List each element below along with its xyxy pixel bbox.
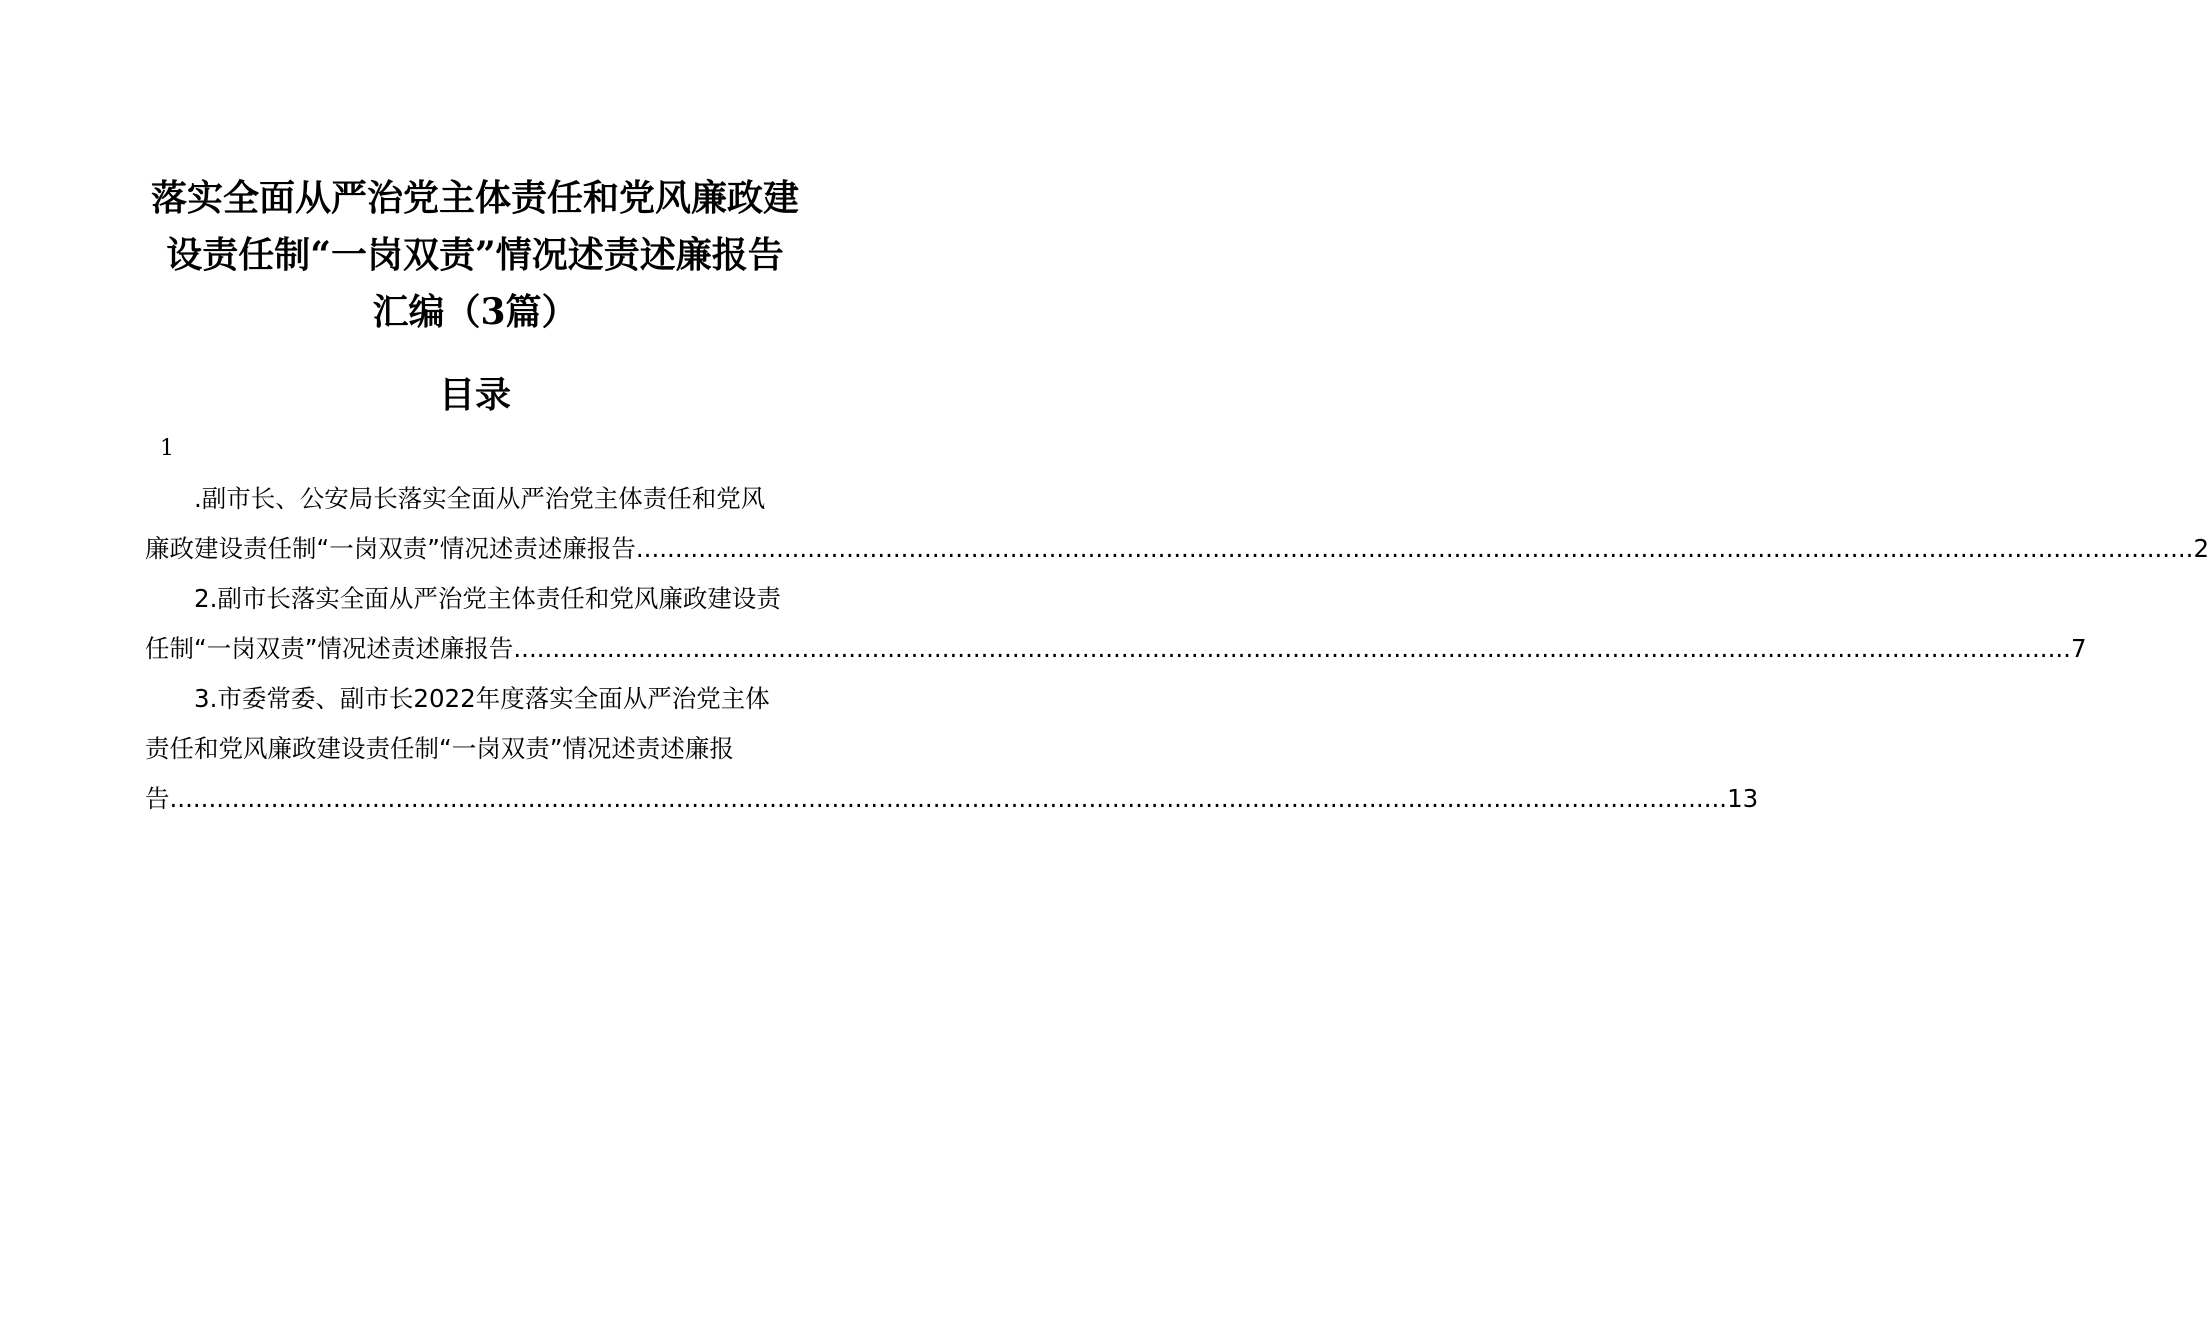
toc-page-number: 7 bbox=[2070, 634, 2087, 663]
dot-leader: ........................................................................................................................................................................................................ bbox=[635, 534, 2194, 563]
toc-entry-text: 告 bbox=[145, 784, 170, 813]
title-line: 设责任制“一岗双责”情况述责述廉报告 bbox=[166, 234, 784, 276]
toc-entry-leader-line bbox=[145, 624, 2087, 674]
toc-entry-text: 3.市委常委、副市长2022年度落实全面从严治党主体 bbox=[194, 684, 770, 713]
toc-entry-text: 廉政建设责任制“一岗双责”情况述责述廉报告 bbox=[145, 534, 636, 563]
toc-entry-3[interactable] bbox=[145, 674, 1759, 824]
title-line: 落实全面从严治党主体责任和党风廉政建 bbox=[150, 177, 799, 219]
toc-entry-text: 任制“一岗双责”情况述责述廉报告 bbox=[145, 634, 514, 663]
toc-page-number: 2 bbox=[2193, 534, 2209, 563]
table-of-contents bbox=[145, 474, 2209, 824]
stray-number: 1 bbox=[160, 436, 174, 461]
toc-entry-text: .副市长、公安局长落实全面从严治党主体责任和党风 bbox=[194, 484, 766, 513]
toc-entry-2[interactable] bbox=[145, 574, 2087, 674]
toc-entry-text: 2.副市长落实全面从严治党主体责任和党风廉政建设责 bbox=[194, 584, 781, 613]
toc-heading: 目录 bbox=[438, 374, 511, 416]
toc-page-number: 13 bbox=[1727, 784, 1759, 813]
toc-entry-text: 责任和党风廉政建设责任制“一岗双责”情况述责述廉报 bbox=[145, 734, 734, 763]
title-line: 汇编（3篇） bbox=[372, 291, 578, 333]
dot-leader: ........................................................................................................................................................................................................ bbox=[513, 634, 2071, 663]
toc-entry-1[interactable] bbox=[145, 474, 2209, 574]
dot-leader: ........................................................................................................................................................................................................ bbox=[169, 784, 1728, 813]
toc-entry-leader-line bbox=[145, 524, 2209, 574]
document-title bbox=[145, 170, 805, 341]
toc-entry-leader-line bbox=[145, 774, 1759, 824]
